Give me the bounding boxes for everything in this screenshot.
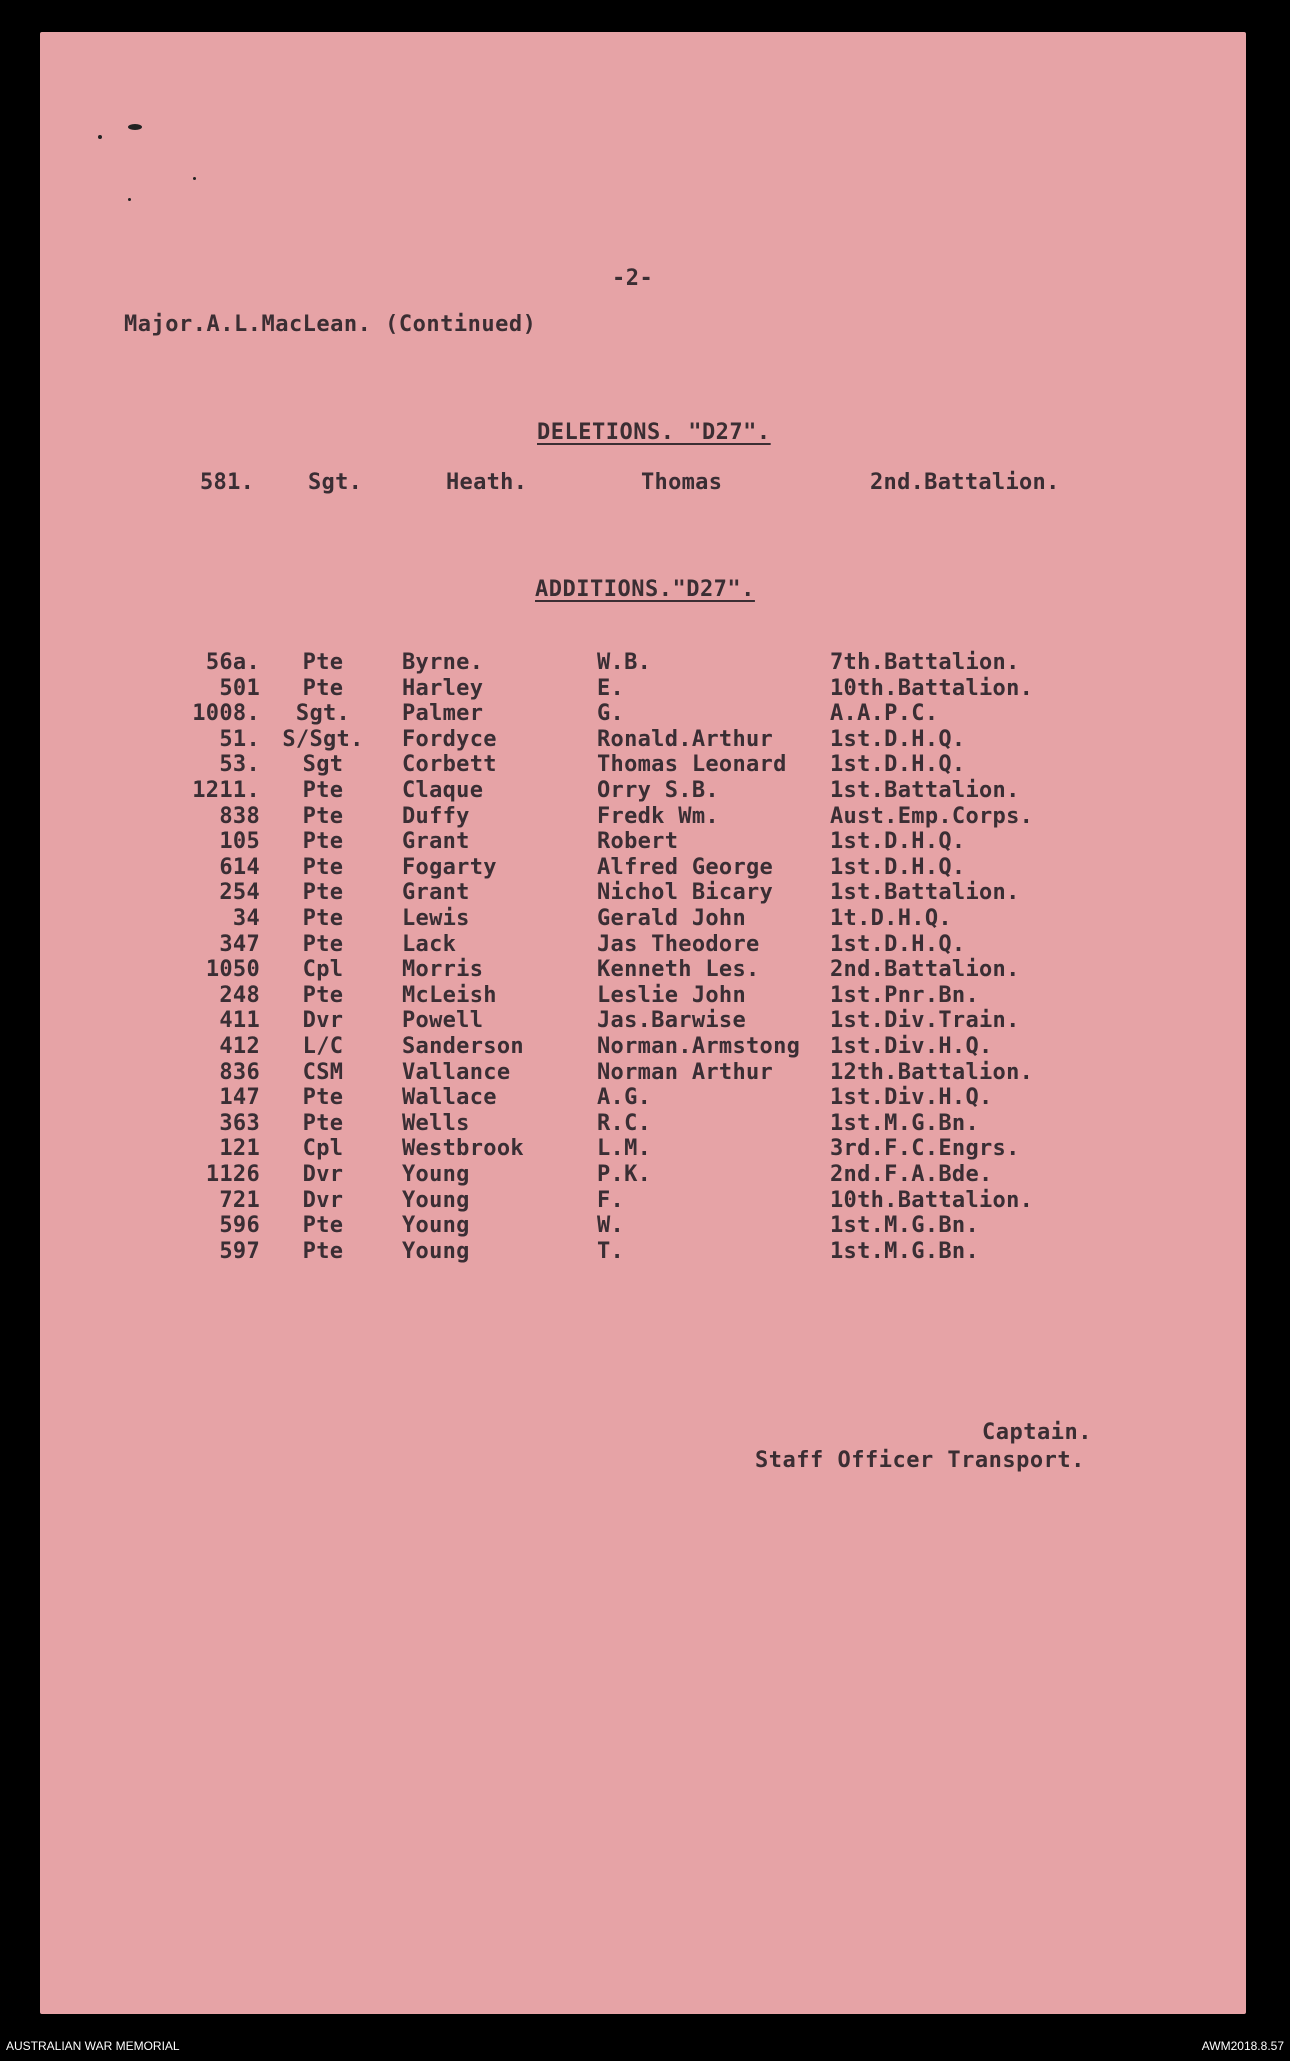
rank: Pte bbox=[302, 1110, 344, 1136]
rank: Sgt. bbox=[308, 470, 363, 495]
surname: Morris bbox=[402, 957, 484, 983]
rank: Pte bbox=[302, 1238, 344, 1264]
service-number: 347 bbox=[219, 931, 260, 957]
memo-heading: Major.A.L.MacLean. (Continued) bbox=[124, 312, 537, 337]
given-names: Ronald.Arthur bbox=[597, 726, 774, 752]
table-row bbox=[0, 1034, 1290, 1060]
surname: Wallace bbox=[402, 1085, 497, 1111]
rank: Pte bbox=[302, 906, 344, 931]
unit: Aust.Emp.Corps. bbox=[830, 803, 1034, 829]
service-number: 105 bbox=[219, 829, 260, 855]
surname: Grant bbox=[402, 829, 470, 855]
service-number: 501 bbox=[219, 675, 260, 701]
table-row bbox=[0, 1111, 1290, 1137]
surname: Westbrook bbox=[402, 1136, 524, 1162]
service-number: 53. bbox=[219, 752, 260, 778]
surname: Young bbox=[402, 1162, 470, 1187]
page-number: -2- bbox=[612, 266, 654, 291]
given-names: Norman.Armstong bbox=[597, 1034, 801, 1059]
unit: 3rd.F.C.Engrs. bbox=[830, 1136, 1020, 1162]
service-number: 51. bbox=[219, 726, 260, 752]
ink-speck bbox=[193, 177, 196, 180]
given-names: Norman Arthur bbox=[597, 1059, 774, 1085]
given-names: P.K. bbox=[597, 1162, 652, 1187]
surname: Claque bbox=[402, 778, 484, 803]
table-row bbox=[0, 1085, 1290, 1111]
table-row bbox=[0, 829, 1290, 855]
given-names: L.M. bbox=[597, 1136, 652, 1162]
service-number: 721 bbox=[219, 1187, 260, 1213]
given-names: Robert bbox=[597, 829, 679, 855]
additions-title: ADDITIONS."D27". bbox=[535, 577, 755, 602]
unit: 1st.Battalion. bbox=[830, 778, 1020, 803]
surname: Palmer bbox=[402, 701, 484, 727]
given-names: Thomas Leonard bbox=[597, 752, 787, 778]
surname: Young bbox=[402, 1238, 470, 1264]
archive-footer bbox=[0, 2035, 1290, 2061]
surname: Vallance bbox=[402, 1059, 511, 1085]
table-row bbox=[0, 1213, 1290, 1239]
rank: Dvr bbox=[302, 1162, 344, 1187]
rank: Sgt. bbox=[295, 701, 351, 727]
service-number: 254 bbox=[219, 880, 260, 906]
unit: 1st.D.H.Q. bbox=[830, 726, 966, 752]
table-row bbox=[0, 983, 1290, 1009]
unit: 12th.Battalion. bbox=[830, 1059, 1034, 1085]
service-number: 411 bbox=[219, 1008, 260, 1034]
service-number: 248 bbox=[219, 982, 260, 1008]
rank: Sgt bbox=[302, 752, 344, 778]
given-names: Jas.Barwise bbox=[597, 1008, 746, 1034]
unit: 1t.D.H.Q. bbox=[830, 906, 952, 931]
unit: 10th.Battalion. bbox=[830, 675, 1034, 701]
rank: Pte bbox=[302, 880, 344, 906]
table-row bbox=[0, 752, 1290, 778]
rank: Pte bbox=[302, 982, 344, 1008]
rank: Pte bbox=[302, 931, 344, 957]
table-row bbox=[0, 650, 1290, 676]
rank: L/C bbox=[302, 1034, 344, 1059]
ink-speck bbox=[98, 135, 102, 139]
unit: 1st.Div.Train. bbox=[830, 1008, 1020, 1034]
unit: 1st.M.G.Bn. bbox=[830, 1110, 979, 1136]
unit: 2nd.F.A.Bde. bbox=[830, 1162, 993, 1187]
given-names: Jas Theodore bbox=[597, 931, 760, 957]
surname: Fogarty bbox=[402, 854, 497, 880]
unit: 10th.Battalion. bbox=[830, 1187, 1034, 1213]
surname: Lewis bbox=[402, 906, 470, 931]
service-number: 121 bbox=[219, 1136, 260, 1162]
table-row bbox=[0, 957, 1290, 983]
ink-speck bbox=[128, 198, 131, 201]
surname: Powell bbox=[402, 1008, 484, 1034]
table-row bbox=[0, 676, 1290, 702]
service-number: 1050 bbox=[205, 957, 260, 983]
service-number: 1211. bbox=[192, 778, 260, 803]
given-names: Leslie John bbox=[597, 982, 746, 1008]
rank: Pte bbox=[302, 1085, 344, 1111]
unit: 1st.Pnr.Bn. bbox=[830, 982, 979, 1008]
unit: 1st.D.H.Q. bbox=[830, 854, 966, 880]
table-row bbox=[0, 1008, 1290, 1034]
service-number: 836 bbox=[219, 1059, 260, 1085]
unit: 7th.Battalion. bbox=[830, 650, 1020, 675]
unit: 2nd.Battalion. bbox=[870, 470, 1060, 495]
given-names: R.C. bbox=[597, 1110, 652, 1136]
table-row bbox=[0, 727, 1290, 753]
given-names: Gerald John bbox=[597, 906, 746, 931]
footer-reference: AWM2018.8.57 bbox=[1201, 2039, 1284, 2053]
surname: Young bbox=[402, 1213, 470, 1239]
surname: Sanderson bbox=[402, 1034, 524, 1059]
surname: Grant bbox=[402, 880, 470, 906]
given-names: F. bbox=[597, 1187, 625, 1213]
rank: Dvr bbox=[302, 1187, 344, 1213]
rank: Pte bbox=[302, 829, 344, 855]
rank: Cpl bbox=[302, 1136, 344, 1162]
unit: 1st.M.G.Bn. bbox=[830, 1213, 979, 1239]
service-number: 1008. bbox=[192, 701, 260, 727]
table-row bbox=[0, 1060, 1290, 1086]
unit: A.A.P.C. bbox=[830, 701, 939, 727]
rank: Pte bbox=[302, 778, 344, 803]
service-number: 596 bbox=[219, 1213, 260, 1239]
surname: Young bbox=[402, 1187, 470, 1213]
unit: 1st.Div.H.Q. bbox=[830, 1085, 993, 1111]
given-names: Fredk Wm. bbox=[597, 803, 719, 829]
rank: CSM bbox=[302, 1059, 344, 1085]
deletions-title: DELETIONS. "D27". bbox=[537, 420, 771, 445]
surname: Heath. bbox=[446, 470, 528, 495]
rank: Pte bbox=[302, 675, 344, 701]
given-names: T. bbox=[597, 1238, 625, 1264]
table-row bbox=[0, 701, 1290, 727]
rank: Pte bbox=[302, 854, 344, 880]
surname: Fordyce bbox=[402, 726, 497, 752]
service-number: 597 bbox=[219, 1238, 260, 1264]
surname: Wells bbox=[402, 1110, 470, 1136]
unit: 1st.M.G.Bn. bbox=[830, 1238, 979, 1264]
surname: Duffy bbox=[402, 803, 470, 829]
given-names: Alfred George bbox=[597, 854, 774, 880]
rank: Pte bbox=[302, 803, 344, 829]
table-row bbox=[0, 1136, 1290, 1162]
unit: 1st.D.H.Q. bbox=[830, 931, 966, 957]
unit: 1st.D.H.Q. bbox=[830, 752, 966, 778]
rank: S/Sgt. bbox=[282, 726, 364, 752]
rank: Pte bbox=[302, 1213, 344, 1239]
given-names: E. bbox=[597, 675, 625, 701]
service-number: 1126 bbox=[205, 1162, 260, 1187]
service-number: 614 bbox=[219, 854, 260, 880]
unit: 1st.D.H.Q. bbox=[830, 829, 966, 855]
given-names: A.G. bbox=[597, 1085, 652, 1111]
signature-title: Captain. bbox=[982, 1420, 1092, 1445]
given-names: Orry S.B. bbox=[597, 778, 719, 803]
service-number: 56a. bbox=[205, 650, 260, 675]
service-number: 581. bbox=[200, 470, 255, 495]
table-row bbox=[0, 932, 1290, 958]
table-row bbox=[0, 1239, 1290, 1265]
service-number: 147 bbox=[219, 1085, 260, 1111]
service-number: 838 bbox=[219, 803, 260, 829]
given-names: Kenneth Les. bbox=[597, 957, 760, 983]
given-names: W. bbox=[597, 1213, 625, 1239]
signature-office: Staff Officer Transport. bbox=[755, 1448, 1085, 1473]
unit: 2nd.Battalion. bbox=[830, 957, 1020, 983]
table-row bbox=[0, 778, 1290, 804]
surname: Corbett bbox=[402, 752, 497, 778]
surname: Byrne. bbox=[402, 650, 484, 675]
given-names: Thomas bbox=[641, 470, 723, 495]
unit: 1st.Battalion. bbox=[830, 880, 1020, 906]
table-row bbox=[0, 880, 1290, 906]
table-row bbox=[0, 906, 1290, 932]
ink-speck bbox=[128, 124, 142, 130]
deletion-row bbox=[0, 470, 1290, 496]
surname: Lack bbox=[402, 931, 457, 957]
given-names: G. bbox=[597, 701, 625, 727]
footer-institution: AUSTRALIAN WAR MEMORIAL bbox=[6, 2039, 180, 2053]
table-row bbox=[0, 804, 1290, 830]
service-number: 363 bbox=[219, 1110, 260, 1136]
service-number: 34 bbox=[232, 906, 260, 931]
unit: 1st.Div.H.Q. bbox=[830, 1034, 993, 1059]
table-row bbox=[0, 1188, 1290, 1214]
rank: Cpl bbox=[302, 957, 344, 983]
given-names: W.B. bbox=[597, 650, 652, 675]
rank: Pte bbox=[302, 650, 344, 675]
table-row bbox=[0, 855, 1290, 881]
surname: Harley bbox=[402, 675, 484, 701]
rank: Dvr bbox=[302, 1008, 344, 1034]
given-names: Nichol Bicary bbox=[597, 880, 774, 906]
service-number: 412 bbox=[219, 1034, 260, 1059]
surname: McLeish bbox=[402, 982, 497, 1008]
table-row bbox=[0, 1162, 1290, 1188]
